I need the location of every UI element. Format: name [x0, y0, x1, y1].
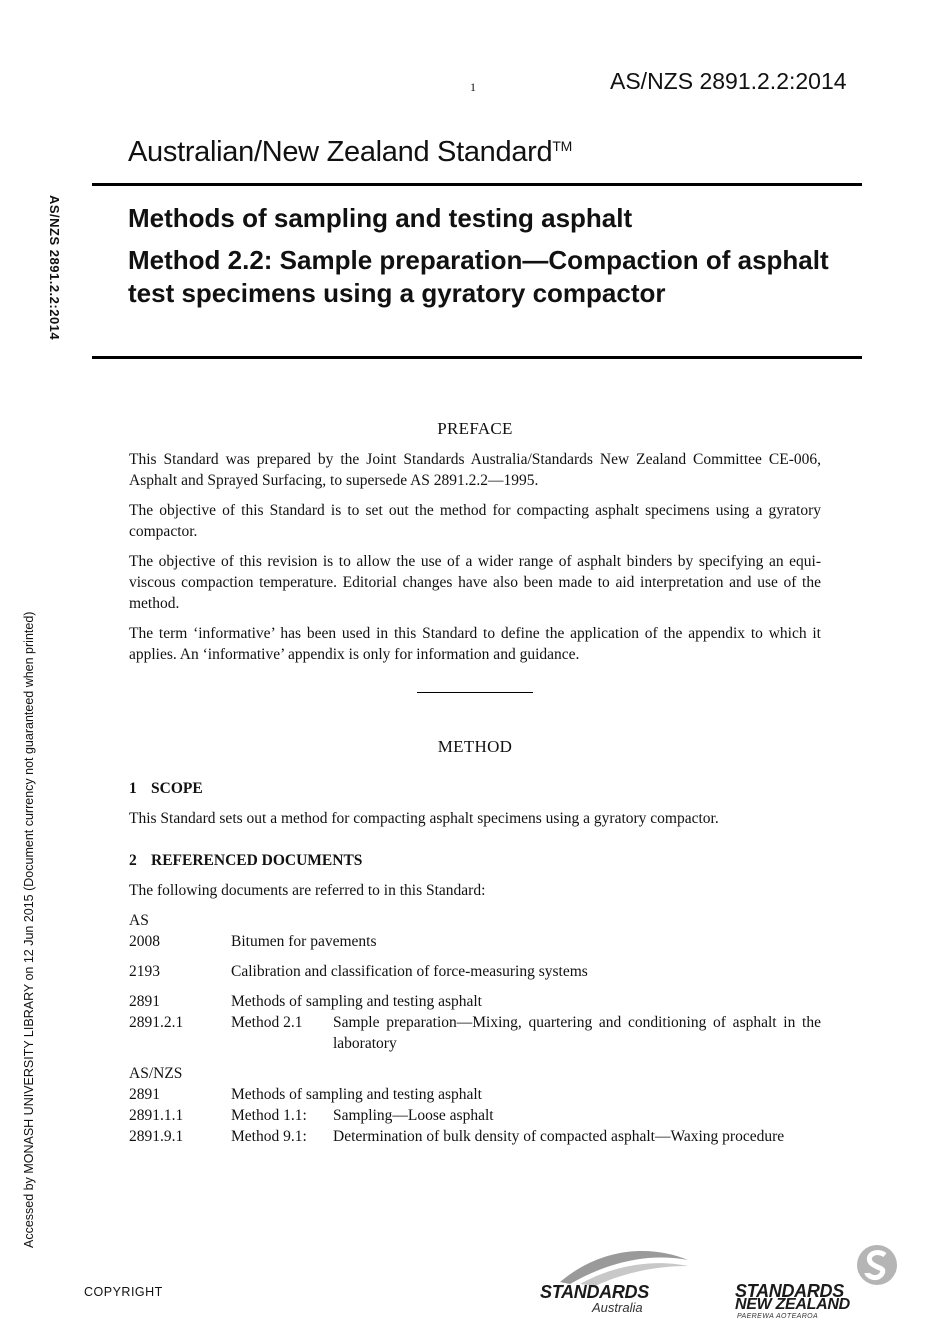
section-title: SCOPE: [151, 780, 203, 797]
ref-code: 2891.9.1: [129, 1128, 184, 1145]
title-line-1: Methods of sampling and testing asphalt: [128, 203, 633, 233]
ref-method: Method 1.1:: [231, 1107, 307, 1124]
top-rule: [92, 183, 862, 186]
logo-nz-sub: PAEREWA AOTEAROA: [737, 1313, 819, 1320]
section-title: REFERENCED DOCUMENTS: [151, 852, 363, 869]
ref-row: [129, 1012, 821, 1054]
bottom-rule: [92, 356, 862, 359]
logo-sa-sub: Australia: [592, 1300, 643, 1315]
refs-intro: The following documents are referred to in this Standard:: [129, 882, 486, 899]
ref-method: Method 2.1: [231, 1014, 303, 1031]
ref-group-label-asnzs: AS/NZS: [129, 1065, 183, 1082]
ref-title: Methods of sampling and testing asphalt: [231, 993, 482, 1010]
s-emblem-icon: [855, 1243, 899, 1287]
standard-heading-text: Australian/New Zealand Standard: [128, 136, 553, 168]
ref-row: [129, 1105, 821, 1126]
ref-method: Method 9.1:: [231, 1128, 307, 1145]
standards-new-zealand-logo: [735, 1243, 905, 1323]
ref-title: Calibration and classification of force-measuring systems: [231, 963, 588, 980]
ref-title: Methods of sampling and testing asphalt: [231, 1086, 482, 1103]
logo-sa-main: STANDARDS: [540, 1282, 649, 1302]
section-number: 1: [129, 780, 137, 797]
trademark: TM: [552, 138, 572, 154]
swoosh-icon: [540, 1248, 690, 1286]
ref-row: [129, 991, 821, 1012]
page-number: 1: [470, 80, 476, 94]
ref-code: 2008: [129, 933, 160, 950]
preface-paragraph: The objective of this revision is to allow the use of a wider range of asphalt binders by specifying an equi-viscous compaction temperature. Editorial changes have also been made to aid interpretation and use of the method.: [129, 553, 821, 612]
preface-paragraph: The term ‘informative’ has been used in this Standard to define the application of the appendix to which it applies. An ‘informative’ appendix is only for information and guidance.: [129, 625, 821, 663]
document-title: [128, 202, 848, 310]
logo-nz-main2: NEW ZEALAND: [735, 1296, 850, 1313]
preface-paragraph: The objective of this Standard is to set out the method for compacting asphalt specimens using a gyratory compactor.: [129, 502, 821, 540]
section-refs-heading: [129, 850, 821, 871]
access-watermark: Accessed by MONASH UNIVERSITY LIBRARY on 12 Jun 2015 (Document currency not guaranteed when printed): [22, 611, 36, 1248]
preface-paragraph: This Standard was prepared by the Joint Standards Australia/Standards New Zealand Committee CE-006, Asphalt and Sprayed Surfacing, to supersede AS 2891.2.2—1995.: [129, 451, 821, 489]
main-content: [129, 418, 821, 1147]
ref-row: [129, 931, 821, 952]
ref-row: [129, 1126, 821, 1147]
ref-title: Sample preparation—Mixing, quartering and conditioning of asphalt in the laboratory: [333, 1014, 821, 1052]
method-heading: METHOD: [437, 737, 513, 756]
ref-row: [129, 961, 821, 982]
ref-code: 2891.2.1: [129, 1014, 184, 1031]
ref-row: [129, 1084, 821, 1105]
section-scope-heading: [129, 778, 821, 799]
title-line-2: Method 2.2: Sample preparation—Compaction of asphalt test specimens using a gyratory compactor: [128, 245, 829, 308]
standard-heading: [128, 136, 572, 169]
vertical-standard-code: AS/NZS 2891.2.2:2014: [47, 195, 62, 341]
ref-title: Bitumen for pavements: [231, 933, 377, 950]
standard-code: AS/NZS 2891.2.2:2014: [610, 68, 847, 94]
ref-code: 2891: [129, 1086, 160, 1103]
ref-code: 2193: [129, 963, 160, 980]
ref-title: Sampling—Loose asphalt: [333, 1107, 494, 1124]
preface-heading: PREFACE: [437, 419, 513, 438]
ref-code: 2891: [129, 993, 160, 1010]
section-number: 2: [129, 852, 137, 869]
ref-group-label-as: AS: [129, 912, 149, 929]
copyright-label: COPYRIGHT: [84, 1285, 163, 1299]
logo-nz-main1: STANDARDS: [735, 1281, 844, 1301]
section-separator: [417, 692, 533, 693]
ref-code: 2891.1.1: [129, 1107, 184, 1124]
scope-text: This Standard sets out a method for compacting asphalt specimens using a gyratory compactor.: [129, 810, 719, 827]
ref-title: Determination of bulk density of compacted asphalt—Waxing procedure: [333, 1128, 785, 1145]
standards-australia-logo: [540, 1248, 690, 1318]
